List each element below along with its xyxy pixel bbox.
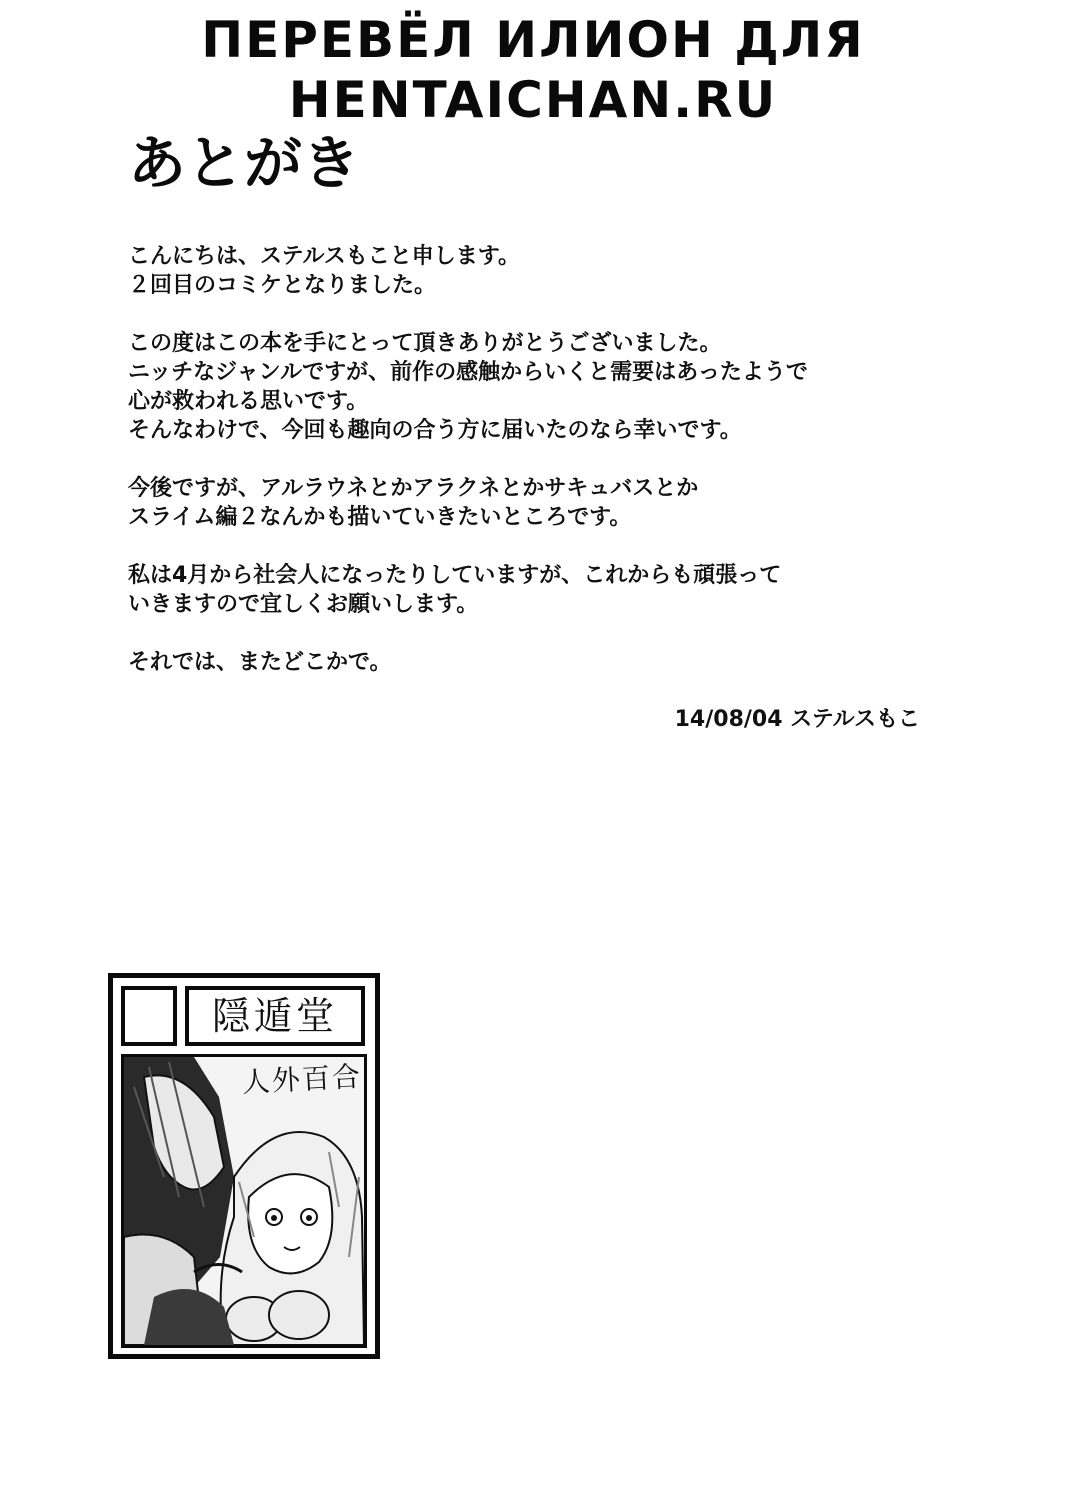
paragraph-greeting [128, 242, 948, 300]
text-line: この度はこの本を手にとって頂きありがとうございました。 [128, 331, 722, 356]
translator-watermark [0, 10, 1066, 130]
watermark-line-1: ПЕРЕВЁЛ ИЛИОН ДЛЯ [201, 11, 865, 69]
text-line: こんにちは、ステルスもこと申します。 [128, 244, 521, 269]
afterword-title: あとがき [128, 129, 361, 197]
circle-space-number-box [121, 986, 177, 1046]
paragraph-thanks [128, 329, 948, 445]
watermark-line-2: HENTAICHAN.RU [288, 71, 778, 129]
text-line: 心が救われる思いです。 [128, 389, 369, 414]
afterword-body [128, 242, 948, 706]
text-line: 私は4月から社会人になったりしていますが、これからも頑張って [128, 563, 782, 588]
paragraph-future-plans [128, 474, 948, 532]
paragraph-closing [128, 648, 948, 677]
text-line: ２回目のコミケとなりました。 [128, 273, 437, 298]
text-line: そんなわけで、今回も趣向の合う方に届いたのなら幸いです。 [128, 418, 742, 443]
circle-cut-card [108, 973, 380, 1359]
circle-genre-label: 人外百合 [241, 1059, 363, 1100]
circle-name: 隠遁堂 [185, 986, 365, 1046]
signature-date-author: 14/08/04 ステルスもこ [674, 707, 920, 732]
text-line: いきますので宜しくお願いします。 [128, 592, 479, 617]
text-line: ニッチなジャンルですが、前作の感触からいくと需要はあったようで [128, 360, 808, 385]
text-line: それでは、またどこかで。 [128, 650, 392, 675]
circle-cut-illustration [121, 1054, 367, 1348]
illustration-drawing [124, 1057, 364, 1345]
paragraph-personal-news [128, 561, 948, 619]
text-line: スライム編２なんかも描いていきたいところです。 [128, 505, 632, 530]
text-line: 今後ですが、アルラウネとかアラクネとかサキュバスとか [128, 476, 699, 501]
